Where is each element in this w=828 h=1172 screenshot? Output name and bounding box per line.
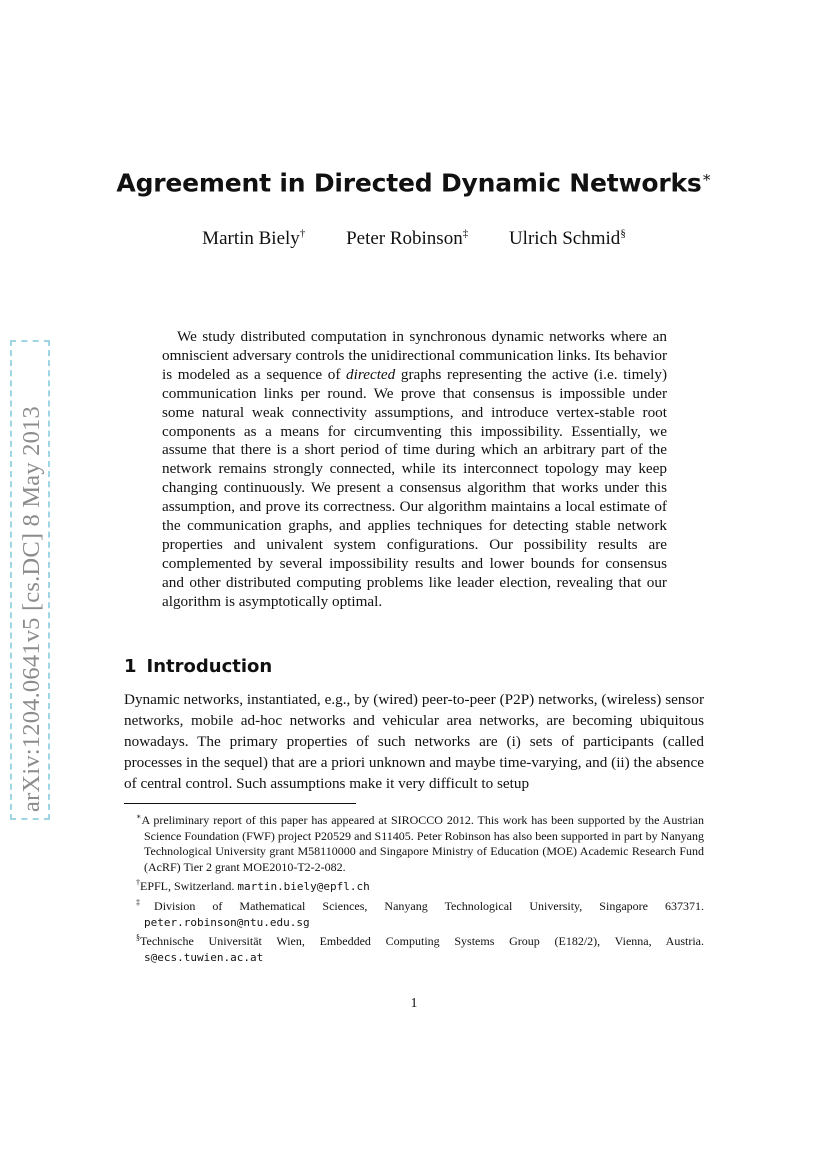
section-title: Introduction — [146, 656, 273, 677]
section-number: 1 — [124, 656, 137, 677]
author — [202, 228, 305, 249]
arxiv-side-stamp — [10, 340, 50, 820]
author-name: Peter Robinson — [346, 228, 463, 250]
author-footnote-mark: § — [620, 228, 626, 240]
email-link[interactable]: martin.biely@epfl.ch — [237, 880, 370, 894]
footnote-text: Division of Mathematical Sciences, Nanyang Technological University, Singapore 637371. — [154, 898, 704, 913]
footnote — [124, 930, 704, 965]
footnote — [124, 809, 704, 875]
footnote — [124, 875, 704, 895]
footnotes — [124, 809, 704, 965]
paper-title — [0, 168, 828, 197]
section-heading-introduction — [124, 656, 272, 677]
abstract-emphasis: directed — [346, 365, 396, 383]
email-link[interactable]: peter.robinson@ntu.edu.sg — [144, 915, 310, 929]
footnote-mark: ‡ — [136, 897, 155, 907]
title-footnote-mark: ∗ — [701, 168, 712, 186]
footnote-rule — [124, 803, 356, 804]
footnote-mark: ∗ — [136, 812, 142, 821]
abstract — [162, 328, 667, 612]
author-name: Martin Biely — [202, 228, 300, 250]
footnote-text: Technische Universität Wien, Embedded Computing Systems Group (E182/2), Vienna, Austria. — [140, 934, 704, 949]
page-number: 1 — [410, 996, 418, 1011]
body-paragraph: Dynamic networks, instantiated, e.g., by (wired) peer-to-peer (P2P) networks, (wireless) sensor networks, mobile ad-hoc networks and vehicular area networks, are becoming ubiquitous nowadays. The primary properties of such networks are (i) sets of participants (called processes in the sequel) that are a priori unknown and maybe time-varying, and (ii) the absence of central control. Such assumptions make it very difficult to setup — [124, 691, 704, 792]
footnote-text: A preliminary report of this paper has appeared at SIROCCO 2012. This work has been supported by the Austrian Science Foundation (FWF) project P20529 and S11405. Peter Robinson has also been supported in part by Nanyang Technological University grant M58110000 and Singapore Ministry of Education (MOE) Academic Research Fund (AcRF) Tier 2 grant MOE2010-T2-2-082. — [141, 813, 704, 874]
footnote-text: EPFL, Switzerland. — [140, 879, 238, 894]
author-footnote-mark: † — [299, 228, 306, 240]
author — [509, 228, 626, 249]
author-name: Ulrich Schmid — [508, 228, 621, 250]
introduction-body — [124, 690, 704, 795]
footnote — [124, 895, 704, 930]
author-footnote-mark: ‡ — [462, 228, 469, 240]
email-link[interactable]: s@ecs.tuwien.ac.at — [144, 950, 264, 964]
abstract-paragraph: We study distributed computation in synchronous dynamic networks where an omniscient adversary controls the unidirectional communication links. Its behavior is modeled as a sequence of directed graphs representing the active (i.e. timely) communication links per round. We prove that consensus is impossible under some natural weak connectivity assumptions, and introduce vertex-stable root components as a means for circumventing this impossibility. Essentially, we assume that there is a short period of time during which an arbitrary part of the network remains strongly connected, while its interconnect topology may keep changing continuously. We present a consensus algorithm that works under this assumption, and prove its correctness. Our algorithm maintains a local estimate of the communication graphs, and applies techniques for detecting stable network properties and univalent system configurations. Our possibility results are complemented by several impossibility results and lower bounds for consensus and other distributed computing problems like leader election, revealing that our algorithm is asymptotically optimal. — [162, 328, 668, 610]
author — [346, 228, 468, 249]
paper-title-text: Agreement in Directed Dynamic Networks — [116, 168, 702, 198]
footnote-mark: § — [136, 933, 140, 943]
arxiv-identifier[interactable]: arXiv:1204.0641v5 [cs.DC] 8 May 2013 — [10, 340, 50, 820]
author-list — [0, 228, 828, 250]
footnote-mark: † — [136, 878, 140, 888]
